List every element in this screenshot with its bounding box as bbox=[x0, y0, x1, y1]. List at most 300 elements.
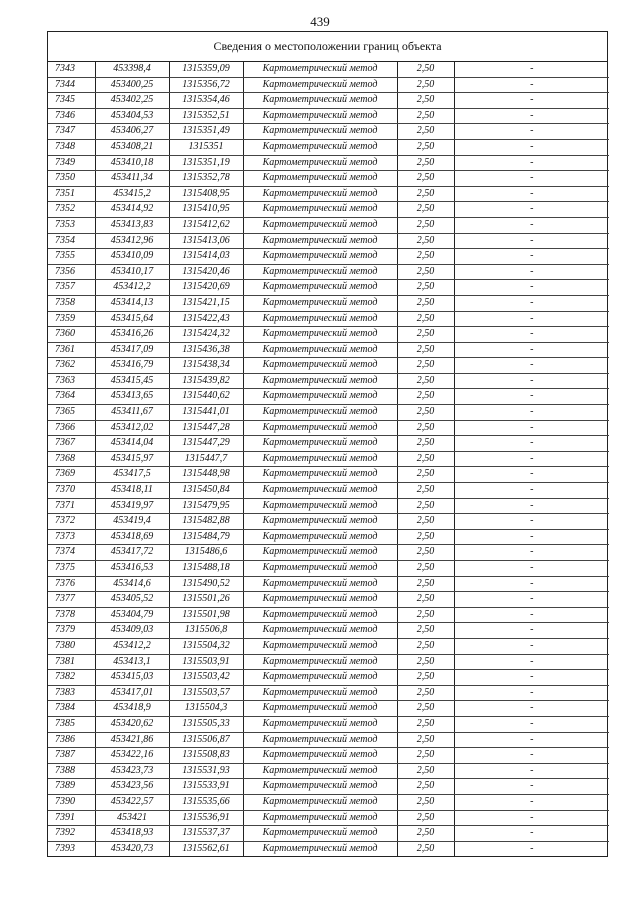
method-cell: Картометрический метод bbox=[243, 670, 397, 686]
boundary-table-frame bbox=[47, 31, 608, 857]
description-cell: - bbox=[454, 607, 609, 623]
table-row bbox=[48, 779, 609, 795]
table-row bbox=[48, 483, 609, 499]
point-number-cell: 7352 bbox=[48, 202, 95, 218]
point-number-cell: 7358 bbox=[48, 295, 95, 311]
x-coordinate-cell: 453415,64 bbox=[95, 311, 169, 327]
point-number-cell: 7368 bbox=[48, 451, 95, 467]
method-cell: Картометрический метод bbox=[243, 638, 397, 654]
x-coordinate-cell: 453421,86 bbox=[95, 732, 169, 748]
description-cell: - bbox=[454, 108, 609, 124]
point-number-cell: 7348 bbox=[48, 139, 95, 155]
x-coordinate-cell: 453418,11 bbox=[95, 483, 169, 499]
point-number-cell: 7360 bbox=[48, 327, 95, 343]
point-number-cell: 7355 bbox=[48, 249, 95, 265]
description-cell: - bbox=[454, 358, 609, 374]
accuracy-cell: 2,50 bbox=[397, 763, 454, 779]
y-coordinate-cell: 1315447,29 bbox=[169, 436, 243, 452]
point-number-cell: 7343 bbox=[48, 62, 95, 77]
point-number-cell: 7347 bbox=[48, 124, 95, 140]
method-cell: Картометрический метод bbox=[243, 217, 397, 233]
point-number-cell: 7361 bbox=[48, 342, 95, 358]
y-coordinate-cell: 1315503,91 bbox=[169, 654, 243, 670]
accuracy-cell: 2,50 bbox=[397, 264, 454, 280]
method-cell: Картометрический метод bbox=[243, 311, 397, 327]
x-coordinate-cell: 453415,03 bbox=[95, 670, 169, 686]
y-coordinate-cell: 1315503,57 bbox=[169, 685, 243, 701]
accuracy-cell: 2,50 bbox=[397, 295, 454, 311]
table-row bbox=[48, 685, 609, 701]
point-number-cell: 7346 bbox=[48, 108, 95, 124]
point-number-cell: 7345 bbox=[48, 93, 95, 109]
point-number-cell: 7366 bbox=[48, 420, 95, 436]
table-row bbox=[48, 155, 609, 171]
point-number-cell: 7354 bbox=[48, 233, 95, 249]
x-coordinate-cell: 453410,17 bbox=[95, 264, 169, 280]
y-coordinate-cell: 1315352,78 bbox=[169, 171, 243, 187]
x-coordinate-cell: 453423,73 bbox=[95, 763, 169, 779]
accuracy-cell: 2,50 bbox=[397, 139, 454, 155]
method-cell: Картометрический метод bbox=[243, 77, 397, 93]
method-cell: Картометрический метод bbox=[243, 93, 397, 109]
y-coordinate-cell: 1315351 bbox=[169, 139, 243, 155]
point-number-cell: 7388 bbox=[48, 763, 95, 779]
description-cell: - bbox=[454, 389, 609, 405]
accuracy-cell: 2,50 bbox=[397, 280, 454, 296]
y-coordinate-cell: 1315436,38 bbox=[169, 342, 243, 358]
accuracy-cell: 2,50 bbox=[397, 576, 454, 592]
x-coordinate-cell: 453415,97 bbox=[95, 451, 169, 467]
accuracy-cell: 2,50 bbox=[397, 810, 454, 826]
point-number-cell: 7353 bbox=[48, 217, 95, 233]
x-coordinate-cell: 453421 bbox=[95, 810, 169, 826]
accuracy-cell: 2,50 bbox=[397, 483, 454, 499]
y-coordinate-cell: 1315359,09 bbox=[169, 62, 243, 77]
accuracy-cell: 2,50 bbox=[397, 841, 454, 856]
y-coordinate-cell: 1315505,33 bbox=[169, 716, 243, 732]
x-coordinate-cell: 453415,2 bbox=[95, 186, 169, 202]
description-cell: - bbox=[454, 654, 609, 670]
description-cell: - bbox=[454, 233, 609, 249]
x-coordinate-cell: 453410,18 bbox=[95, 155, 169, 171]
y-coordinate-cell: 1315488,18 bbox=[169, 561, 243, 577]
x-coordinate-cell: 453418,93 bbox=[95, 826, 169, 842]
method-cell: Картометрический метод bbox=[243, 249, 397, 265]
description-cell: - bbox=[454, 498, 609, 514]
point-number-cell: 7382 bbox=[48, 670, 95, 686]
accuracy-cell: 2,50 bbox=[397, 373, 454, 389]
method-cell: Картометрический метод bbox=[243, 592, 397, 608]
y-coordinate-cell: 1315508,83 bbox=[169, 748, 243, 764]
y-coordinate-cell: 1315506,87 bbox=[169, 732, 243, 748]
point-number-cell: 7371 bbox=[48, 498, 95, 514]
method-cell: Картометрический метод bbox=[243, 701, 397, 717]
table-row bbox=[48, 249, 609, 265]
y-coordinate-cell: 1315535,66 bbox=[169, 794, 243, 810]
accuracy-cell: 2,50 bbox=[397, 420, 454, 436]
x-coordinate-cell: 453417,01 bbox=[95, 685, 169, 701]
accuracy-cell: 2,50 bbox=[397, 732, 454, 748]
table-row bbox=[48, 389, 609, 405]
method-cell: Картометрический метод bbox=[243, 561, 397, 577]
description-cell: - bbox=[454, 545, 609, 561]
description-cell: - bbox=[454, 202, 609, 218]
method-cell: Картометрический метод bbox=[243, 841, 397, 856]
y-coordinate-cell: 1315533,91 bbox=[169, 779, 243, 795]
accuracy-cell: 2,50 bbox=[397, 701, 454, 717]
description-cell: - bbox=[454, 763, 609, 779]
x-coordinate-cell: 453409,03 bbox=[95, 623, 169, 639]
method-cell: Картометрический метод bbox=[243, 405, 397, 421]
point-number-cell: 7376 bbox=[48, 576, 95, 592]
table-row bbox=[48, 233, 609, 249]
x-coordinate-cell: 453408,21 bbox=[95, 139, 169, 155]
x-coordinate-cell: 453414,13 bbox=[95, 295, 169, 311]
accuracy-cell: 2,50 bbox=[397, 124, 454, 140]
method-cell: Картометрический метод bbox=[243, 342, 397, 358]
y-coordinate-cell: 1315484,79 bbox=[169, 529, 243, 545]
description-cell: - bbox=[454, 592, 609, 608]
accuracy-cell: 2,50 bbox=[397, 638, 454, 654]
y-coordinate-cell: 1315440,62 bbox=[169, 389, 243, 405]
point-number-cell: 7364 bbox=[48, 389, 95, 405]
x-coordinate-cell: 453417,09 bbox=[95, 342, 169, 358]
method-cell: Картометрический метод bbox=[243, 358, 397, 374]
method-cell: Картометрический метод bbox=[243, 607, 397, 623]
method-cell: Картометрический метод bbox=[243, 124, 397, 140]
method-cell: Картометрический метод bbox=[243, 623, 397, 639]
accuracy-cell: 2,50 bbox=[397, 685, 454, 701]
table-row bbox=[48, 186, 609, 202]
table-row bbox=[48, 139, 609, 155]
table-row bbox=[48, 529, 609, 545]
accuracy-cell: 2,50 bbox=[397, 202, 454, 218]
table-row bbox=[48, 467, 609, 483]
y-coordinate-cell: 1315351,49 bbox=[169, 124, 243, 140]
x-coordinate-cell: 453423,56 bbox=[95, 779, 169, 795]
table-row bbox=[48, 623, 609, 639]
y-coordinate-cell: 1315421,15 bbox=[169, 295, 243, 311]
table-row bbox=[48, 77, 609, 93]
accuracy-cell: 2,50 bbox=[397, 654, 454, 670]
table-row bbox=[48, 716, 609, 732]
accuracy-cell: 2,50 bbox=[397, 545, 454, 561]
x-coordinate-cell: 453417,72 bbox=[95, 545, 169, 561]
accuracy-cell: 2,50 bbox=[397, 436, 454, 452]
table-row bbox=[48, 576, 609, 592]
accuracy-cell: 2,50 bbox=[397, 561, 454, 577]
point-number-cell: 7383 bbox=[48, 685, 95, 701]
description-cell: - bbox=[454, 171, 609, 187]
method-cell: Картометрический метод bbox=[243, 62, 397, 77]
x-coordinate-cell: 453418,9 bbox=[95, 701, 169, 717]
accuracy-cell: 2,50 bbox=[397, 716, 454, 732]
table-row bbox=[48, 108, 609, 124]
description-cell: - bbox=[454, 264, 609, 280]
method-cell: Картометрический метод bbox=[243, 327, 397, 343]
accuracy-cell: 2,50 bbox=[397, 171, 454, 187]
y-coordinate-cell: 1315424,32 bbox=[169, 327, 243, 343]
description-cell: - bbox=[454, 139, 609, 155]
description-cell: - bbox=[454, 561, 609, 577]
method-cell: Картометрический метод bbox=[243, 685, 397, 701]
description-cell: - bbox=[454, 810, 609, 826]
point-number-cell: 7363 bbox=[48, 373, 95, 389]
method-cell: Картометрический метод bbox=[243, 529, 397, 545]
accuracy-cell: 2,50 bbox=[397, 327, 454, 343]
accuracy-cell: 2,50 bbox=[397, 77, 454, 93]
x-coordinate-cell: 453412,2 bbox=[95, 638, 169, 654]
y-coordinate-cell: 1315420,69 bbox=[169, 280, 243, 296]
x-coordinate-cell: 453402,25 bbox=[95, 93, 169, 109]
description-cell: - bbox=[454, 716, 609, 732]
point-number-cell: 7367 bbox=[48, 436, 95, 452]
method-cell: Картометрический метод bbox=[243, 155, 397, 171]
point-number-cell: 7381 bbox=[48, 654, 95, 670]
x-coordinate-cell: 453415,45 bbox=[95, 373, 169, 389]
point-number-cell: 7390 bbox=[48, 794, 95, 810]
x-coordinate-cell: 453422,57 bbox=[95, 794, 169, 810]
table-row bbox=[48, 748, 609, 764]
table-row bbox=[48, 607, 609, 623]
point-number-cell: 7369 bbox=[48, 467, 95, 483]
y-coordinate-cell: 1315414,03 bbox=[169, 249, 243, 265]
x-coordinate-cell: 453412,2 bbox=[95, 280, 169, 296]
x-coordinate-cell: 453411,34 bbox=[95, 171, 169, 187]
accuracy-cell: 2,50 bbox=[397, 108, 454, 124]
table-row bbox=[48, 592, 609, 608]
accuracy-cell: 2,50 bbox=[397, 358, 454, 374]
description-cell: - bbox=[454, 342, 609, 358]
accuracy-cell: 2,50 bbox=[397, 592, 454, 608]
y-coordinate-cell: 1315352,51 bbox=[169, 108, 243, 124]
method-cell: Картометрический метод bbox=[243, 373, 397, 389]
table-row bbox=[48, 763, 609, 779]
accuracy-cell: 2,50 bbox=[397, 342, 454, 358]
x-coordinate-cell: 453404,79 bbox=[95, 607, 169, 623]
table-row bbox=[48, 217, 609, 233]
description-cell: - bbox=[454, 623, 609, 639]
y-coordinate-cell: 1315506,8 bbox=[169, 623, 243, 639]
description-cell: - bbox=[454, 280, 609, 296]
x-coordinate-cell: 453418,69 bbox=[95, 529, 169, 545]
point-number-cell: 7384 bbox=[48, 701, 95, 717]
description-cell: - bbox=[454, 576, 609, 592]
table-row bbox=[48, 810, 609, 826]
description-cell: - bbox=[454, 124, 609, 140]
description-cell: - bbox=[454, 794, 609, 810]
method-cell: Картометрический метод bbox=[243, 576, 397, 592]
table-row bbox=[48, 327, 609, 343]
method-cell: Картометрический метод bbox=[243, 202, 397, 218]
point-number-cell: 7393 bbox=[48, 841, 95, 856]
y-coordinate-cell: 1315441,01 bbox=[169, 405, 243, 421]
method-cell: Картометрический метод bbox=[243, 264, 397, 280]
y-coordinate-cell: 1315562,61 bbox=[169, 841, 243, 856]
table-row bbox=[48, 62, 609, 77]
point-number-cell: 7378 bbox=[48, 607, 95, 623]
description-cell: - bbox=[454, 732, 609, 748]
method-cell: Картометрический метод bbox=[243, 420, 397, 436]
accuracy-cell: 2,50 bbox=[397, 748, 454, 764]
coordinates-table-body bbox=[48, 62, 609, 856]
y-coordinate-cell: 1315501,26 bbox=[169, 592, 243, 608]
point-number-cell: 7379 bbox=[48, 623, 95, 639]
accuracy-cell: 2,50 bbox=[397, 794, 454, 810]
point-number-cell: 7365 bbox=[48, 405, 95, 421]
accuracy-cell: 2,50 bbox=[397, 498, 454, 514]
y-coordinate-cell: 1315447,28 bbox=[169, 420, 243, 436]
accuracy-cell: 2,50 bbox=[397, 62, 454, 77]
description-cell: - bbox=[454, 77, 609, 93]
x-coordinate-cell: 453422,16 bbox=[95, 748, 169, 764]
point-number-cell: 7377 bbox=[48, 592, 95, 608]
y-coordinate-cell: 1315531,93 bbox=[169, 763, 243, 779]
y-coordinate-cell: 1315450,84 bbox=[169, 483, 243, 499]
x-coordinate-cell: 453410,09 bbox=[95, 249, 169, 265]
table-row bbox=[48, 654, 609, 670]
point-number-cell: 7350 bbox=[48, 171, 95, 187]
accuracy-cell: 2,50 bbox=[397, 670, 454, 686]
accuracy-cell: 2,50 bbox=[397, 93, 454, 109]
method-cell: Картометрический метод bbox=[243, 467, 397, 483]
table-row bbox=[48, 826, 609, 842]
y-coordinate-cell: 1315408,95 bbox=[169, 186, 243, 202]
accuracy-cell: 2,50 bbox=[397, 217, 454, 233]
y-coordinate-cell: 1315448,98 bbox=[169, 467, 243, 483]
x-coordinate-cell: 453420,62 bbox=[95, 716, 169, 732]
method-cell: Картометрический метод bbox=[243, 763, 397, 779]
point-number-cell: 7392 bbox=[48, 826, 95, 842]
point-number-cell: 7359 bbox=[48, 311, 95, 327]
x-coordinate-cell: 453419,97 bbox=[95, 498, 169, 514]
y-coordinate-cell: 1315351,19 bbox=[169, 155, 243, 171]
accuracy-cell: 2,50 bbox=[397, 529, 454, 545]
table-row bbox=[48, 264, 609, 280]
description-cell: - bbox=[454, 467, 609, 483]
page-number: 439 bbox=[310, 14, 330, 29]
method-cell: Картометрический метод bbox=[243, 483, 397, 499]
y-coordinate-cell: 1315536,91 bbox=[169, 810, 243, 826]
point-number-cell: 7370 bbox=[48, 483, 95, 499]
method-cell: Картометрический метод bbox=[243, 545, 397, 561]
x-coordinate-cell: 453413,1 bbox=[95, 654, 169, 670]
point-number-cell: 7362 bbox=[48, 358, 95, 374]
description-cell: - bbox=[454, 670, 609, 686]
description-cell: - bbox=[454, 405, 609, 421]
table-row bbox=[48, 561, 609, 577]
table-row bbox=[48, 841, 609, 856]
description-cell: - bbox=[454, 436, 609, 452]
table-row bbox=[48, 342, 609, 358]
point-number-cell: 7372 bbox=[48, 514, 95, 530]
table-row bbox=[48, 280, 609, 296]
accuracy-cell: 2,50 bbox=[397, 607, 454, 623]
description-cell: - bbox=[454, 311, 609, 327]
point-number-cell: 7351 bbox=[48, 186, 95, 202]
accuracy-cell: 2,50 bbox=[397, 155, 454, 171]
table-row bbox=[48, 701, 609, 717]
table-row bbox=[48, 451, 609, 467]
y-coordinate-cell: 1315490,52 bbox=[169, 576, 243, 592]
description-cell: - bbox=[454, 373, 609, 389]
description-cell: - bbox=[530, 842, 534, 854]
y-coordinate-cell: 1315486,6 bbox=[169, 545, 243, 561]
table-row bbox=[48, 373, 609, 389]
point-number-cell: 7344 bbox=[48, 77, 95, 93]
point-number-cell: 7357 bbox=[48, 280, 95, 296]
x-coordinate-cell: 453412,96 bbox=[95, 233, 169, 249]
y-coordinate-cell: 1315479,95 bbox=[169, 498, 243, 514]
point-number-cell: 7373 bbox=[48, 529, 95, 545]
method-cell: Картометрический метод bbox=[243, 498, 397, 514]
method-cell: Картометрический метод bbox=[243, 233, 397, 249]
table-row bbox=[48, 436, 609, 452]
x-coordinate-cell: 453400,25 bbox=[95, 77, 169, 93]
x-coordinate-cell: 453419,4 bbox=[95, 514, 169, 530]
description-cell: - bbox=[454, 638, 609, 654]
method-cell: Картометрический метод bbox=[243, 451, 397, 467]
y-coordinate-cell: 1315412,62 bbox=[169, 217, 243, 233]
x-coordinate-cell: 453411,67 bbox=[95, 405, 169, 421]
point-number-cell: 7380 bbox=[48, 638, 95, 654]
method-cell: Картометрический метод bbox=[243, 779, 397, 795]
method-cell: Картометрический метод bbox=[243, 654, 397, 670]
table-row bbox=[48, 295, 609, 311]
x-coordinate-cell: 453414,92 bbox=[95, 202, 169, 218]
table-row bbox=[48, 358, 609, 374]
description-cell: - bbox=[454, 529, 609, 545]
description-cell: - bbox=[454, 62, 609, 77]
y-coordinate-cell: 1315537,37 bbox=[169, 826, 243, 842]
x-coordinate-cell: 453416,26 bbox=[95, 327, 169, 343]
method-cell: Картометрический метод bbox=[243, 826, 397, 842]
accuracy-cell: 2,50 bbox=[397, 186, 454, 202]
description-cell: - bbox=[454, 249, 609, 265]
point-number-cell: 7387 bbox=[48, 748, 95, 764]
method-cell: Картометрический метод bbox=[243, 171, 397, 187]
y-coordinate-cell: 1315420,46 bbox=[169, 264, 243, 280]
method-cell: Картометрический метод bbox=[243, 794, 397, 810]
method-cell: Картометрический метод bbox=[243, 280, 397, 296]
table-row bbox=[48, 405, 609, 421]
x-coordinate-cell: 453417,5 bbox=[95, 467, 169, 483]
y-coordinate-cell: 1315504,3 bbox=[169, 701, 243, 717]
y-coordinate-cell: 1315482,88 bbox=[169, 514, 243, 530]
accuracy-cell: 2,50 bbox=[397, 514, 454, 530]
point-number-cell: 7389 bbox=[48, 779, 95, 795]
x-coordinate-cell: 453398,4 bbox=[95, 62, 169, 77]
method-cell: Картометрический метод bbox=[243, 732, 397, 748]
method-cell: Картометрический метод bbox=[243, 514, 397, 530]
description-cell: - bbox=[454, 93, 609, 109]
x-coordinate-cell: 453416,53 bbox=[95, 561, 169, 577]
description-cell: - bbox=[454, 155, 609, 171]
table-row bbox=[48, 93, 609, 109]
table-row bbox=[48, 545, 609, 561]
point-number-cell: 7375 bbox=[48, 561, 95, 577]
description-cell: - bbox=[454, 451, 609, 467]
x-coordinate-cell: 453416,79 bbox=[95, 358, 169, 374]
table-row bbox=[48, 311, 609, 327]
method-cell: Картометрический метод bbox=[243, 108, 397, 124]
method-cell: Картометрический метод bbox=[243, 436, 397, 452]
table-row bbox=[48, 124, 609, 140]
accuracy-cell: 2,50 bbox=[397, 233, 454, 249]
point-number-cell: 7374 bbox=[48, 545, 95, 561]
method-cell: Картометрический метод bbox=[243, 139, 397, 155]
accuracy-cell: 2,50 bbox=[397, 389, 454, 405]
